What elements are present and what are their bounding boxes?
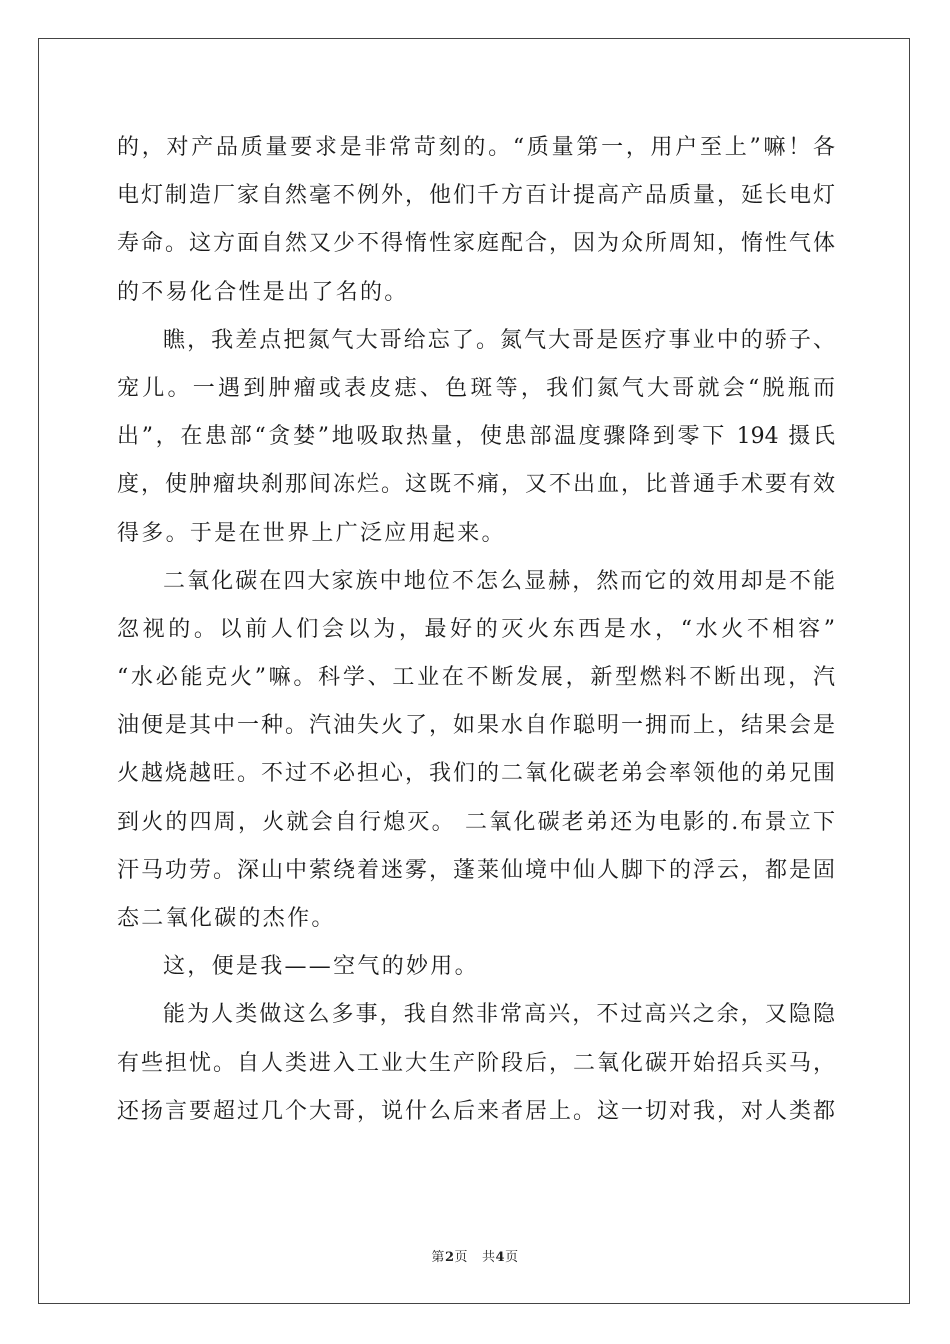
text-line: 得多。于是在世界上广泛应用起来。	[117, 520, 506, 546]
text-line: 态二氧化碳的杰作。	[117, 906, 336, 931]
text-line: 有些担忧。自人类进入工业大生产阶段后，二氧化碳开始招兵买马，	[117, 1050, 835, 1076]
text-line: 到火的四周，火就会自行熄灭。 二氧化碳老弟还为电影的.布景立下	[117, 809, 835, 835]
paragraph-start-line: 能为人类做这么多事，我自然非常高兴，不过高兴之余，又隐隐	[163, 1002, 835, 1028]
page-prefix: 第	[431, 1250, 445, 1265]
text-line: “水必能克火”嘛。科学、工业在不断发展，新型燃料不断出现，汽	[117, 665, 835, 691]
document-body	[117, 124, 835, 1136]
text-line: 度，使肿瘤块刹那间冻烂。这既不痛，又不出血，比普通手术要有效	[117, 472, 835, 498]
total-prefix: 共	[482, 1250, 496, 1265]
text-line: 忽视的。以前人们会以为，最好的灭火东西是水，“水火不相容”	[117, 616, 835, 642]
text-line: 出”，在患部“贪婪”地吸取热量，使患部温度骤降到零下 194 摄氏	[117, 424, 835, 450]
text-line: 电灯制造厂家自然毫不例外，他们千方百计提高产品质量，延长电灯	[117, 183, 835, 209]
text-line: 宠儿。一遇到肿瘤或表皮痣、色斑等，我们氮气大哥就会“脱瓶而	[117, 375, 835, 401]
text-line: 的不易化合性是出了名的。	[117, 279, 409, 305]
page-footer	[0, 1246, 950, 1265]
text-line: 还扬言要超过几个大哥，说什么后来者居上。这一切对我，对人类都	[117, 1098, 835, 1124]
page-total: 4	[495, 1250, 506, 1265]
text-line: 火越烧越旺。不过不必担心，我们的二氧化碳老弟会率领他的弟兄围	[117, 761, 835, 787]
total-suffix: 页	[505, 1250, 519, 1265]
page-current: 2	[444, 1250, 455, 1265]
page-suffix: 页	[454, 1250, 468, 1265]
text-line: 的，对产品质量要求是非常苛刻的。“质量第一，用户至上”嘛！各	[117, 135, 835, 160]
text-line: 汗马功劳。深山中萦绕着迷雾，蓬莱仙境中仙人脚下的浮云，都是固	[117, 857, 835, 883]
paragraph-start-line: 这，便是我——空气的妙用。	[163, 954, 479, 980]
paragraph-start-line: 二氧化碳在四大家族中地位不怎么显赫，然而它的效用却是不能	[163, 568, 835, 594]
text-line: 油便是其中一种。汽油失火了，如果水自作聪明一拥而上，结果会是	[117, 713, 835, 739]
text-line: 寿命。这方面自然又少不得惰性家庭配合，因为众所周知，惰性气体	[117, 231, 835, 257]
paragraph-start-line: 瞧，我差点把氮气大哥给忘了。氮气大哥是医疗事业中的骄子、	[163, 327, 835, 353]
